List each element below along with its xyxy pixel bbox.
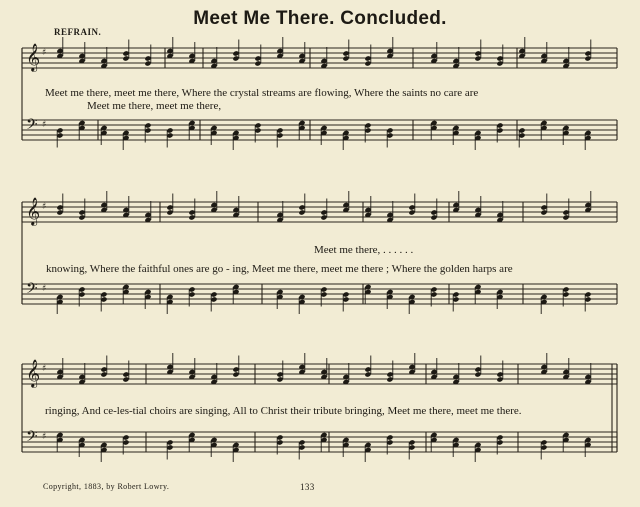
lyric-line-1-2: Meet me there, meet me there, xyxy=(87,100,222,112)
staff-4 xyxy=(22,284,617,304)
staff-1 xyxy=(22,48,617,68)
staff-2 xyxy=(22,120,617,140)
staff-3 xyxy=(22,202,617,222)
key-signature-sharp-icon: ♯ xyxy=(42,284,47,294)
key-signature-sharp-icon: ♯ xyxy=(42,120,47,130)
page-number: 133 xyxy=(300,482,315,492)
lyric-line-2-1: Meet me there, . . . . . . xyxy=(314,244,414,256)
lyric-line-2-2: knowing, Where the faithful ones are go - ing, Meet me there, meet me there ; Where the golden harps are xyxy=(46,263,513,275)
key-signature-sharp-icon: ♯ xyxy=(42,364,47,374)
key-signature-sharp-icon: ♯ xyxy=(42,432,47,442)
key-signature-sharp-icon: ♯ xyxy=(42,202,47,212)
bass-clef-icon: 𝄢 xyxy=(26,280,38,301)
lyric-line-1-1: Meet me there, meet me there, Where the crystal streams are flowing, Where the saints no care are xyxy=(45,87,479,99)
section-label: REFRAIN. xyxy=(54,27,102,37)
page-title: Meet Me There. Concluded. xyxy=(193,8,447,29)
treble-clef-icon: 𝄞 xyxy=(26,197,41,225)
lyric-line-3-1: ringing, And ce-les-tial choirs are singing, All to Christ their tribute bringing, Meet me there, meet me there. xyxy=(45,405,522,417)
key-signature-sharp-icon: ♯ xyxy=(42,48,47,58)
treble-clef-icon: 𝄞 xyxy=(26,359,41,387)
bass-clef-icon: 𝄢 xyxy=(26,116,38,137)
staff-5 xyxy=(22,364,617,384)
bass-clef-icon: 𝄢 xyxy=(26,428,38,449)
copyright-notice: Copyright, 1883, by Robert Lowry. xyxy=(43,482,170,491)
treble-clef-icon: 𝄞 xyxy=(26,43,41,71)
staff-6 xyxy=(22,432,617,452)
